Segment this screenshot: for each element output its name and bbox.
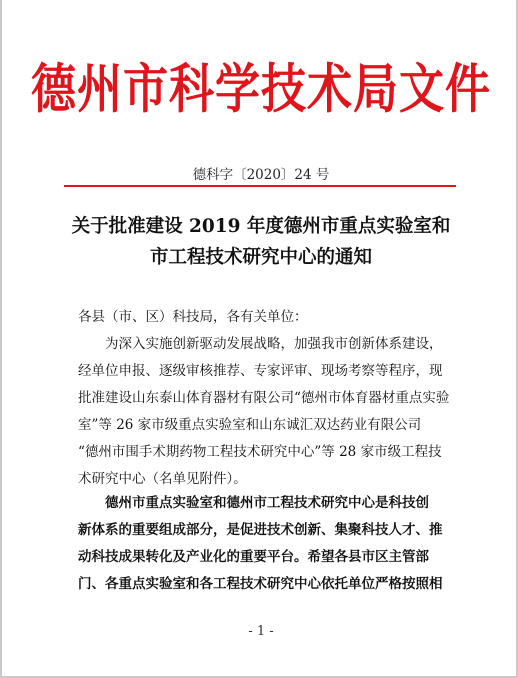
document-title-line-1: 关于批准建设 2019 年度德州市重点实验室和	[71, 216, 451, 237]
paragraph-2-line: 门、各重点实验室和各工程技术研究中心依托单位严格按照相	[78, 576, 443, 592]
paragraph-1-line: 室”等 26 家市级重点实验室和山东诚汇双达药业有限公司	[78, 417, 422, 433]
document-number: 德科字〔2020〕24 号	[192, 167, 330, 183]
paragraph-1	[78, 331, 460, 493]
paragraph-1-line: 为深入实施创新驱动发展战略，加强我市创新体系建设，	[78, 336, 443, 352]
paragraph-1-line: 经单位申报、逐级审核推荐、专家评审、现场考察等程序，现	[78, 363, 443, 379]
paragraph-1-line: 术研究中心（名单见附件）。	[78, 471, 247, 487]
paragraph-2-line: 德州市重点实验室和德州市工程技术研究中心是科技创	[78, 495, 429, 511]
letterhead-title: 德州市科学技术局文件	[30, 57, 491, 120]
salutation	[78, 304, 460, 331]
paragraph-2-line: 新体系的重要组成部分，是促进技术创新、集聚科技人才、推	[78, 522, 443, 538]
paragraph-1-line: “德州市围手术期药物工程技术研究中心”等 28 家市级工程技	[78, 444, 442, 460]
salutation-text: 各县（市、区）科技局，各有关单位：	[78, 309, 308, 325]
paragraph-1-line: 批准建设山东泰山体育器材有限公司“德州市体育器材重点实验	[78, 390, 450, 406]
paragraph-2-line: 动科技成果转化及产业化的重要平台。希望各县市区主管部	[78, 549, 429, 565]
page-number: - 1 -	[248, 624, 274, 639]
document-title	[2, 211, 518, 273]
paragraph-2	[78, 490, 460, 598]
red-divider-line	[64, 185, 456, 187]
document-title-line-2: 市工程技术研究中心的通知	[149, 247, 372, 268]
